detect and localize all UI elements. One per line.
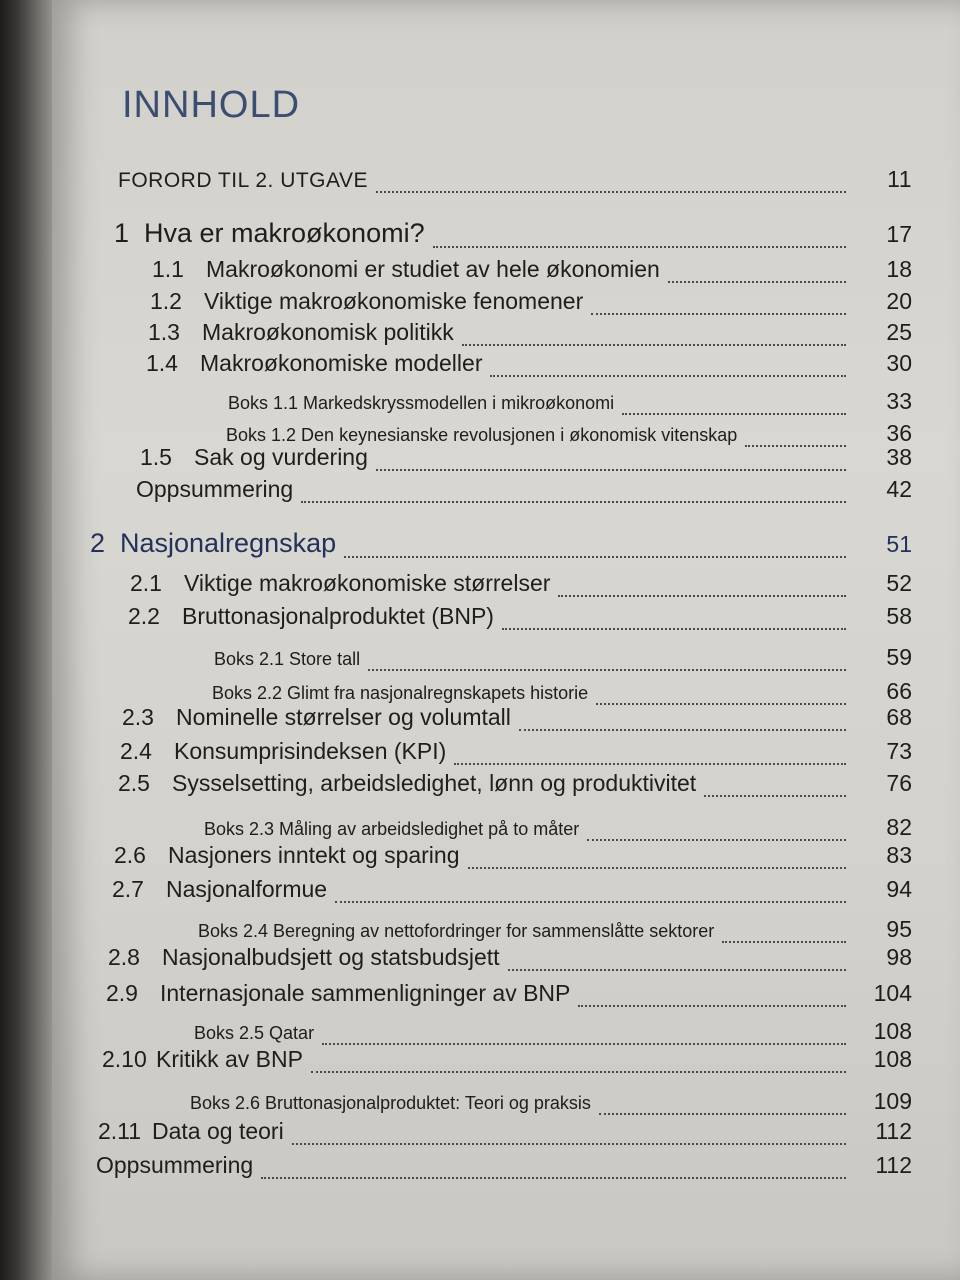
dot-leader <box>622 413 846 415</box>
toc-entry-box-1-1 <box>228 388 912 415</box>
dot-leader <box>344 556 846 558</box>
entry-number: 2.9 <box>106 980 138 1006</box>
entry-number: 1.5 <box>140 444 172 470</box>
page-number: 73 <box>886 738 912 764</box>
page-number: 82 <box>886 814 912 840</box>
page-number: 66 <box>886 678 912 704</box>
toc-entry-section-1-2 <box>150 288 912 315</box>
entry-title: Oppsummering <box>96 1152 254 1178</box>
entry-title: Data og teori <box>152 1118 284 1144</box>
entry-number: 2.7 <box>112 876 144 902</box>
page-number: 20 <box>886 288 912 314</box>
entry-title: Boks 2.2 Glimt fra nasjonalregnskapets historie <box>212 683 589 703</box>
entry-title: Viktige makroøkonomiske størrelser <box>184 570 551 596</box>
entry-title: Boks 1.1 Markedskryssmodellen i mikroøkonomi <box>228 393 615 413</box>
toc-entry-foreword <box>118 166 912 193</box>
toc-entry-summary-2 <box>96 1152 912 1179</box>
page-number: 112 <box>875 1118 912 1144</box>
entry-number: 2.10 <box>102 1046 147 1072</box>
dot-leader <box>508 969 846 971</box>
dot-leader <box>368 669 846 671</box>
dot-leader <box>722 941 846 943</box>
entry-title: Nasjonalbudsjett og statsbudsjett <box>162 944 500 970</box>
entry-number: 2.2 <box>128 603 160 629</box>
dot-leader <box>261 1177 846 1179</box>
page-number: 58 <box>886 603 912 629</box>
entry-number: 2.5 <box>118 770 150 796</box>
entry-title: Boks 2.5 Qatar <box>194 1023 315 1043</box>
entry-title: Boks 2.4 Beregning av nettofordringer for sammenslåtte sektorer <box>198 921 715 941</box>
toc-entry-section-2-4 <box>120 738 912 765</box>
dot-leader <box>668 281 846 283</box>
entry-number: 1.3 <box>148 319 180 345</box>
entry-title: Oppsummering <box>136 476 294 502</box>
page-number: 104 <box>873 980 912 1006</box>
toc-entry-section-2-7 <box>112 876 912 903</box>
toc-entry-box-2-1 <box>214 644 912 671</box>
dot-leader <box>468 867 847 869</box>
page-number: 11 <box>887 166 912 192</box>
toc-entry-box-2-4 <box>198 916 912 943</box>
entry-title: Kritikk av BNP <box>156 1046 303 1072</box>
entry-number: 1.2 <box>150 288 182 314</box>
toc-entry-section-2-2 <box>128 603 912 630</box>
toc-entry-section-1-5 <box>140 444 912 471</box>
entry-title: Internasjonale sammenligninger av BNP <box>160 980 571 1006</box>
entry-title: Boks 1.2 Den keynesianske revolusjonen i økonomisk vitenskap <box>226 425 738 445</box>
page-number: 18 <box>886 256 912 282</box>
toc-entry-section-2-8 <box>108 944 912 971</box>
entry-title: Nasjoners inntekt og sparing <box>168 842 460 868</box>
page-number: 33 <box>886 388 912 414</box>
page-number: 51 <box>886 531 912 557</box>
entry-title: Boks 2.3 Måling av arbeidsledighet på to måter <box>204 819 580 839</box>
page-number: 25 <box>886 319 912 345</box>
toc-entry-box-2-6 <box>190 1088 912 1115</box>
page-number: 59 <box>886 644 912 670</box>
entry-title: Sak og vurdering <box>194 444 368 470</box>
page-number: 42 <box>886 476 912 502</box>
dot-leader <box>599 1113 846 1115</box>
entry-title: Nominelle størrelser og volumtall <box>176 704 511 730</box>
toc-entry-section-2-10 <box>102 1046 912 1073</box>
entry-number: 2.4 <box>120 738 152 764</box>
dot-leader <box>376 469 846 471</box>
toc-entry-section-2-3 <box>122 704 912 731</box>
entry-title: Nasjonalformue <box>166 876 328 902</box>
toc-entry-box-2-5 <box>194 1018 912 1045</box>
toc-entry-section-1-3 <box>148 319 912 346</box>
dot-leader <box>322 1043 846 1045</box>
entry-number: 2.6 <box>114 842 146 868</box>
page-number: 98 <box>886 944 912 970</box>
dot-leader <box>587 839 846 841</box>
entry-title: Viktige makroøkonomiske fenomener <box>204 288 584 314</box>
page-number: 52 <box>886 570 912 596</box>
dot-leader <box>433 246 846 248</box>
entry-title: Boks 2.6 Bruttonasjonalproduktet: Teori og praksis <box>190 1093 591 1113</box>
entry-title: Sysselsetting, arbeidsledighet, lønn og produktivitet <box>172 770 697 796</box>
page-number: 17 <box>886 221 912 247</box>
toc-entry-section-2-5 <box>118 770 912 797</box>
page-number: 83 <box>886 842 912 868</box>
entry-number: 2.8 <box>108 944 140 970</box>
entry-title: FORORD TIL 2. UTGAVE <box>118 169 368 192</box>
toc-entry-section-1-4 <box>146 350 912 377</box>
dot-leader <box>335 901 846 903</box>
entry-title: Konsumprisindeksen (KPI) <box>174 738 447 764</box>
toc-heading: INNHOLD <box>122 84 301 126</box>
toc-entry-box-1-2 <box>226 420 912 447</box>
dot-leader <box>591 313 846 315</box>
dot-leader <box>704 795 846 797</box>
entry-title: Hva er makroøkonomi? <box>144 218 425 248</box>
dot-leader <box>292 1143 846 1145</box>
page-number: 108 <box>873 1046 912 1072</box>
page-number: 38 <box>886 444 912 470</box>
dot-leader <box>578 1005 846 1007</box>
entry-number: 1.1 <box>152 256 184 282</box>
toc-entry-section-1-1 <box>152 256 912 283</box>
dot-leader <box>454 763 846 765</box>
entry-title: Makroøkonomisk politikk <box>202 319 454 345</box>
page-number: 30 <box>886 350 912 376</box>
dot-leader <box>301 501 846 503</box>
entry-number: 1 <box>114 218 130 248</box>
dot-leader <box>558 595 846 597</box>
toc-entry-chapter-2 <box>90 528 912 559</box>
entry-number: 2 <box>90 528 106 558</box>
entry-title: Makroøkonomi er studiet av hele økonomien <box>206 256 660 282</box>
entry-title: Boks 2.1 Store tall <box>214 649 361 669</box>
dot-leader <box>376 191 846 193</box>
toc-entry-box-2-3 <box>204 814 912 841</box>
page-number: 95 <box>886 916 912 942</box>
toc-entry-summary-1 <box>136 476 912 503</box>
dot-leader <box>519 729 846 731</box>
dot-leader <box>462 344 846 346</box>
page-number: 94 <box>886 876 912 902</box>
entry-title: Nasjonalregnskap <box>120 528 337 558</box>
toc-entry-section-2-11 <box>98 1118 912 1145</box>
page-number: 112 <box>875 1152 912 1178</box>
page-number: 76 <box>886 770 912 796</box>
dot-leader <box>311 1071 846 1073</box>
entry-number: 2.1 <box>130 570 162 596</box>
entry-title: Makroøkonomiske modeller <box>200 350 483 376</box>
entry-number: 2.11 <box>98 1118 142 1144</box>
toc-entry-section-2-6 <box>114 842 912 869</box>
toc-entry-chapter-1 <box>114 218 912 249</box>
toc-entry-box-2-2 <box>212 678 912 705</box>
toc-entry-section-2-9 <box>106 980 912 1007</box>
dot-leader <box>502 628 846 630</box>
page-number: 108 <box>873 1018 912 1044</box>
page-number: 68 <box>886 704 912 730</box>
entry-number: 2.3 <box>122 704 154 730</box>
page-number: 109 <box>873 1088 912 1114</box>
page-number: 36 <box>886 420 912 446</box>
toc-entry-section-2-1 <box>130 570 912 597</box>
entry-title: Bruttonasjonalproduktet (BNP) <box>182 603 494 629</box>
dot-leader <box>490 375 846 377</box>
entry-number: 1.4 <box>146 350 178 376</box>
